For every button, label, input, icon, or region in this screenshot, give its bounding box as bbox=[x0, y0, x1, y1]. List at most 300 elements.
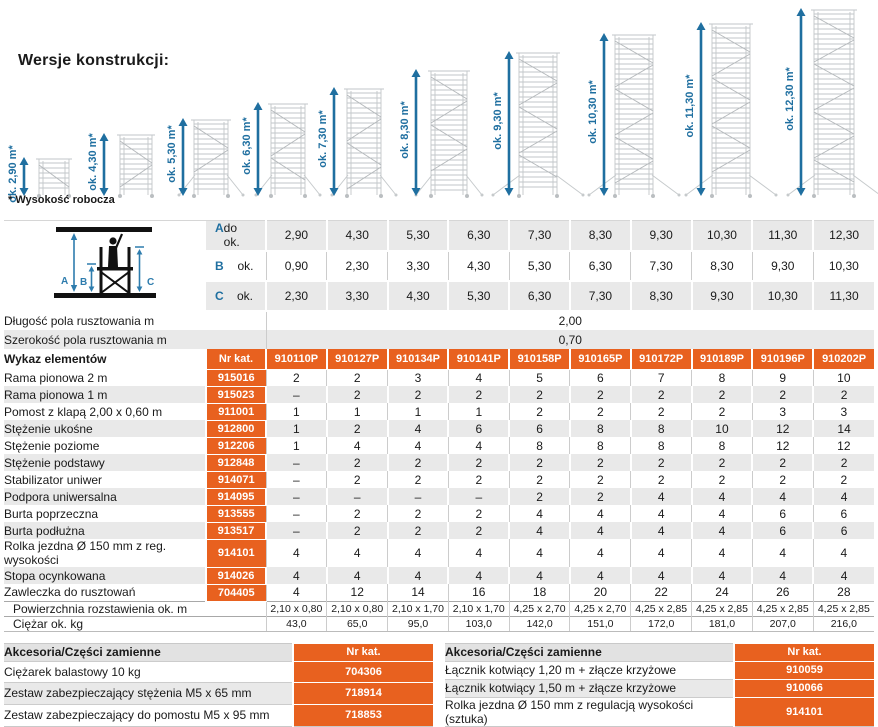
table-cell: 2 bbox=[813, 471, 874, 488]
dimension-prefix: do ok. bbox=[223, 221, 240, 250]
elements-header-label: Wykaz elementów bbox=[4, 349, 206, 369]
table-cell: 2 bbox=[752, 386, 813, 403]
element-nrkat: 912848 bbox=[206, 454, 266, 471]
height-label: ok. 5,30 m* bbox=[166, 125, 178, 183]
table-cell: 7 bbox=[631, 369, 692, 386]
element-label: Stężenie podstawy bbox=[4, 455, 105, 470]
height-label: ok. 10,30 m* bbox=[587, 80, 599, 144]
element-label: Burta poprzeczna bbox=[4, 506, 99, 521]
table-cell: 6 bbox=[509, 420, 570, 437]
table-cell: 3,30 bbox=[327, 281, 388, 311]
table-cell: 9 bbox=[752, 369, 813, 386]
working-height-footnote: * Wysokość robocza bbox=[8, 194, 115, 206]
table-cell: 10,30 bbox=[692, 221, 753, 251]
element-row bbox=[4, 386, 874, 403]
table-cell: 12,30 bbox=[813, 221, 874, 251]
table-cell: 12 bbox=[813, 437, 874, 454]
table-cell: 10 bbox=[813, 369, 874, 386]
table-cell: 6 bbox=[570, 369, 631, 386]
table-cell: 8,30 bbox=[631, 281, 692, 311]
element-nrkat: 912800 bbox=[206, 420, 266, 437]
table-cell: – bbox=[448, 488, 509, 505]
table-cell: 8 bbox=[570, 437, 631, 454]
table-cell: 4 bbox=[327, 437, 388, 454]
table-cell: 2 bbox=[327, 420, 388, 437]
table-cell: 5 bbox=[509, 369, 570, 386]
element-label: Podpora uniwersalna bbox=[4, 489, 117, 504]
table-cell: 103,0 bbox=[448, 616, 509, 631]
table-cell: 1 bbox=[266, 403, 327, 420]
element-row bbox=[4, 567, 874, 584]
table-cell: 3,30 bbox=[388, 251, 449, 281]
construction-versions-section bbox=[0, 0, 878, 220]
height-label: ok. 7,30 m* bbox=[317, 110, 329, 168]
catalog-number-header: 910196P bbox=[752, 349, 813, 369]
table-cell: 2,10 x 0,80 bbox=[327, 601, 388, 616]
table-cell: 4,30 bbox=[388, 281, 449, 311]
table-cell: 2 bbox=[813, 386, 874, 403]
table-cell: 6 bbox=[813, 505, 874, 522]
table-cell: 4 bbox=[631, 488, 692, 505]
table-cell: 4 bbox=[448, 539, 509, 567]
table-cell: 9,30 bbox=[752, 251, 813, 281]
table-cell: 5,30 bbox=[388, 221, 449, 251]
element-row bbox=[4, 505, 874, 522]
table-cell: 12 bbox=[327, 584, 388, 601]
table-cell: 2 bbox=[692, 454, 753, 471]
table-cell: 2 bbox=[692, 471, 753, 488]
table-cell: 1 bbox=[327, 403, 388, 420]
table-cell: 2 bbox=[509, 386, 570, 403]
table-cell: – bbox=[266, 454, 327, 471]
table-cell: 4,25 x 2,85 bbox=[631, 601, 692, 616]
height-arrow bbox=[179, 118, 188, 196]
table-cell: 6 bbox=[752, 522, 813, 539]
table-cell: 4 bbox=[388, 420, 449, 437]
element-row bbox=[4, 584, 874, 601]
svg-text:C: C bbox=[147, 277, 155, 288]
height-arrow bbox=[797, 8, 806, 196]
table-cell: 3 bbox=[388, 369, 449, 386]
table-cell: 1 bbox=[266, 420, 327, 437]
accessories-table-left bbox=[4, 643, 433, 727]
table-cell: 6 bbox=[813, 522, 874, 539]
table-cell: 8 bbox=[509, 437, 570, 454]
table-cell: – bbox=[266, 505, 327, 522]
summary-label: Powierzchnia rozstawienia ok. m bbox=[4, 601, 266, 616]
table-cell: 4 bbox=[266, 567, 327, 584]
catalog-number-header: 910202P bbox=[813, 349, 874, 369]
table-cell: 4 bbox=[388, 539, 449, 567]
table-cell: 2,30 bbox=[327, 251, 388, 281]
scaffold-tower-10 bbox=[784, 8, 878, 198]
element-nrkat: 914026 bbox=[206, 567, 266, 584]
catalog-number-header: 910158P bbox=[509, 349, 570, 369]
table-cell: 10,30 bbox=[813, 251, 874, 281]
table-cell: 2 bbox=[327, 522, 388, 539]
table-cell: 4 bbox=[509, 539, 570, 567]
table-cell: 2,10 x 1,70 bbox=[448, 601, 509, 616]
abc-label-cell bbox=[206, 281, 266, 311]
element-label: Rolka jezdna Ø 150 mm z reg. wysokości bbox=[4, 539, 167, 567]
scaffold-tower-2 bbox=[87, 133, 155, 198]
accessories-table-right bbox=[445, 643, 874, 727]
dimension-label: Długość pola rusztowania m bbox=[4, 314, 155, 328]
accessory-row bbox=[4, 661, 433, 683]
specification-table bbox=[4, 220, 874, 632]
catalog-number-header: 910110P bbox=[266, 349, 327, 369]
element-label: Rama pionowa 1 m bbox=[4, 387, 108, 402]
table-cell: 2,10 x 1,70 bbox=[388, 601, 449, 616]
table-cell: 4 bbox=[631, 539, 692, 567]
table-cell: 4 bbox=[388, 567, 449, 584]
catalog-number-header: 910172P bbox=[631, 349, 692, 369]
table-cell: – bbox=[266, 471, 327, 488]
table-cell: 9,30 bbox=[692, 281, 753, 311]
element-row bbox=[4, 522, 874, 539]
svg-text:B: B bbox=[80, 277, 88, 288]
summary-row bbox=[4, 616, 874, 631]
table-cell: 4 bbox=[752, 539, 813, 567]
table-cell: 26 bbox=[752, 584, 813, 601]
accessory-row bbox=[4, 704, 433, 726]
table-cell: 0,90 bbox=[266, 251, 327, 281]
table-cell: 4 bbox=[692, 488, 753, 505]
table-cell: 8,30 bbox=[570, 221, 631, 251]
table-cell: 95,0 bbox=[388, 616, 449, 631]
accessory-nrkat: 718914 bbox=[293, 683, 433, 705]
element-label: Stopa ocynkowana bbox=[4, 568, 106, 583]
height-label: ok. 4,30 m* bbox=[87, 133, 99, 191]
table-cell: 2 bbox=[388, 386, 449, 403]
nrkat-header: Nr kat. bbox=[206, 349, 266, 369]
table-cell: 4 bbox=[631, 567, 692, 584]
table-cell: 43,0 bbox=[266, 616, 327, 631]
table-cell: 6 bbox=[752, 505, 813, 522]
element-row bbox=[4, 471, 874, 488]
dimension-letter: B bbox=[215, 258, 224, 273]
table-cell: 1 bbox=[388, 403, 449, 420]
accessory-label: Zestaw zabezpieczający stężenia M5 x 65 mm bbox=[4, 683, 293, 705]
table-cell: 2 bbox=[570, 403, 631, 420]
dimension-label: Szerokość pola rusztowania m bbox=[4, 332, 167, 347]
table-cell: 11,30 bbox=[813, 281, 874, 311]
accessories-nrkat-header: Nr kat. bbox=[734, 643, 874, 661]
table-cell: 4 bbox=[752, 567, 813, 584]
table-cell: 65,0 bbox=[327, 616, 388, 631]
table-cell: 2 bbox=[692, 386, 753, 403]
table-cell: 2 bbox=[813, 454, 874, 471]
table-cell: 207,0 bbox=[752, 616, 813, 631]
table-cell: 2 bbox=[327, 505, 388, 522]
table-cell: 2 bbox=[327, 471, 388, 488]
table-cell: 2 bbox=[509, 403, 570, 420]
accessory-row bbox=[4, 683, 433, 705]
element-nrkat: 914071 bbox=[206, 471, 266, 488]
element-row bbox=[4, 454, 874, 471]
table-cell: 4 bbox=[448, 369, 509, 386]
height-label: ok. 11,30 m* bbox=[684, 74, 696, 138]
element-label: Pomost z klapą 2,00 x 0,60 m bbox=[4, 404, 163, 419]
height-arrow bbox=[697, 22, 706, 196]
element-row bbox=[4, 437, 874, 454]
table-cell: 4 bbox=[448, 437, 509, 454]
table-cell: 2 bbox=[570, 488, 631, 505]
table-cell: 8 bbox=[631, 420, 692, 437]
table-cell: 2 bbox=[570, 471, 631, 488]
table-cell: 4 bbox=[327, 567, 388, 584]
abc-label-cell bbox=[206, 251, 266, 281]
table-cell: 4 bbox=[692, 505, 753, 522]
accessory-row bbox=[445, 697, 874, 726]
element-nrkat: 913555 bbox=[206, 505, 266, 522]
height-arrow bbox=[600, 33, 609, 196]
table-cell: 4 bbox=[509, 522, 570, 539]
element-nrkat: 913517 bbox=[206, 522, 266, 539]
table-cell: 9,30 bbox=[631, 221, 692, 251]
accessory-row bbox=[445, 661, 874, 679]
table-cell: 6,30 bbox=[509, 281, 570, 311]
table-cell: 4 bbox=[266, 584, 327, 601]
element-nrkat: 915016 bbox=[206, 369, 266, 386]
height-arrow bbox=[254, 102, 263, 196]
svg-text:A: A bbox=[61, 276, 69, 287]
catalog-number-header: 910165P bbox=[570, 349, 631, 369]
table-cell: 2 bbox=[692, 403, 753, 420]
table-cell: 8 bbox=[570, 420, 631, 437]
height-arrow bbox=[20, 157, 29, 196]
table-cell: – bbox=[266, 386, 327, 403]
table-cell: 24 bbox=[692, 584, 753, 601]
person-figure bbox=[108, 234, 122, 267]
table-cell: 4 bbox=[813, 539, 874, 567]
accessory-nrkat: 718853 bbox=[293, 704, 433, 726]
element-nrkat: 914095 bbox=[206, 488, 266, 505]
height-arrow bbox=[100, 133, 109, 196]
table-cell: 142,0 bbox=[509, 616, 570, 631]
table-cell: 2 bbox=[448, 505, 509, 522]
scaffold-tower-6 bbox=[399, 69, 484, 198]
table-cell: 4 bbox=[692, 539, 753, 567]
accessory-nrkat: 910066 bbox=[734, 679, 874, 697]
scaffold-versions-illustration bbox=[0, 0, 878, 220]
scaffold-tower-9 bbox=[684, 22, 778, 198]
element-row bbox=[4, 539, 874, 567]
table-cell: 11,30 bbox=[752, 221, 813, 251]
height-label: ok. 8,30 m* bbox=[399, 101, 411, 159]
table-cell: 4 bbox=[509, 567, 570, 584]
table-cell: 12 bbox=[752, 437, 813, 454]
table-cell: 2 bbox=[388, 505, 449, 522]
table-cell: 5,30 bbox=[509, 251, 570, 281]
scaffold-tower-3 bbox=[166, 118, 245, 198]
element-nrkat: 914101 bbox=[206, 539, 266, 567]
table-cell: 7,30 bbox=[631, 251, 692, 281]
height-diagram-pictogram bbox=[4, 221, 200, 307]
table-cell: 10,30 bbox=[752, 281, 813, 311]
dimension-value: 2,00 bbox=[266, 311, 874, 330]
abc-label-cell bbox=[206, 221, 266, 251]
table-cell: 2 bbox=[631, 403, 692, 420]
table-cell: 181,0 bbox=[692, 616, 753, 631]
catalog-number-header: 910189P bbox=[692, 349, 753, 369]
table-cell: 4 bbox=[752, 488, 813, 505]
element-row bbox=[4, 369, 874, 386]
table-cell: 2 bbox=[448, 386, 509, 403]
element-label: Rama pionowa 2 m bbox=[4, 370, 108, 385]
table-cell: – bbox=[327, 488, 388, 505]
table-cell: 8,30 bbox=[692, 251, 753, 281]
height-label: ok. 2,90 m* bbox=[7, 145, 19, 203]
table-cell: 151,0 bbox=[570, 616, 631, 631]
table-cell: 2 bbox=[509, 488, 570, 505]
element-nrkat: 911001 bbox=[206, 403, 266, 420]
table-cell: 4,25 x 2,70 bbox=[509, 601, 570, 616]
table-cell: – bbox=[266, 522, 327, 539]
table-cell: 4,25 x 2,85 bbox=[752, 601, 813, 616]
summary-row bbox=[4, 601, 874, 616]
table-cell: 7,30 bbox=[509, 221, 570, 251]
table-cell: 7,30 bbox=[570, 281, 631, 311]
table-cell: 2 bbox=[752, 454, 813, 471]
accessory-label: Łącznik kotwiący 1,50 m + złącze krzyżowe bbox=[445, 679, 734, 697]
accessory-label: Rolka jezdna Ø 150 mm z regulacją wysokości (sztuka) bbox=[445, 697, 734, 726]
pictogram-cell bbox=[4, 221, 206, 312]
element-label: Zawleczka do rusztowań bbox=[4, 585, 136, 600]
element-row bbox=[4, 403, 874, 420]
dimension-letter: A bbox=[215, 221, 224, 236]
table-cell: 2,30 bbox=[266, 281, 327, 311]
height-label: ok. 6,30 m* bbox=[241, 117, 253, 175]
table-cell: 2,10 x 0,80 bbox=[266, 601, 327, 616]
accessory-nrkat: 910059 bbox=[734, 661, 874, 679]
dimension-row bbox=[4, 311, 874, 330]
page-title: Wersje konstrukcji: bbox=[18, 52, 170, 69]
table-cell: 5,30 bbox=[448, 281, 509, 311]
table-cell: 4 bbox=[570, 539, 631, 567]
scaffold-tower-5 bbox=[317, 87, 398, 198]
table-cell: 18 bbox=[509, 584, 570, 601]
elements-header-row bbox=[4, 349, 874, 369]
table-cell: 6,30 bbox=[570, 251, 631, 281]
accessory-nrkat: 704306 bbox=[293, 661, 433, 683]
element-label: Stężenie poziome bbox=[4, 438, 100, 453]
table-cell: 2 bbox=[327, 386, 388, 403]
table-cell: 4 bbox=[266, 539, 327, 567]
element-label: Stężenie ukośne bbox=[4, 421, 93, 436]
height-arrow bbox=[505, 51, 514, 196]
table-cell: 14 bbox=[813, 420, 874, 437]
table-cell: 4,25 x 2,70 bbox=[570, 601, 631, 616]
table-cell: 10 bbox=[692, 420, 753, 437]
table-cell: 4 bbox=[509, 505, 570, 522]
summary-label: Ciężar ok. kg bbox=[4, 616, 266, 631]
table-cell: 2,90 bbox=[266, 221, 327, 251]
table-cell: 4,30 bbox=[448, 251, 509, 281]
table-cell: 2 bbox=[448, 454, 509, 471]
height-arrow bbox=[412, 69, 421, 196]
table-cell: 1 bbox=[266, 437, 327, 454]
height-label: ok. 9,30 m* bbox=[492, 92, 504, 150]
element-label: Stabilizator uniwer bbox=[4, 472, 103, 487]
table-cell: 3 bbox=[752, 403, 813, 420]
dimension-prefix: ok. bbox=[236, 288, 253, 303]
dimension-prefix: ok. bbox=[237, 258, 254, 273]
accessories-header: Akcesoria/Części zamienne bbox=[4, 643, 293, 661]
table-cell: 2 bbox=[631, 454, 692, 471]
table-cell: 4 bbox=[327, 539, 388, 567]
ceiling-bar bbox=[56, 227, 152, 232]
table-cell: 2 bbox=[448, 522, 509, 539]
table-cell: 4 bbox=[388, 437, 449, 454]
dimension-value: 0,70 bbox=[266, 330, 874, 349]
table-cell: 2 bbox=[266, 369, 327, 386]
table-cell: 4 bbox=[813, 567, 874, 584]
catalog-number-header: 910134P bbox=[388, 349, 449, 369]
table-cell: 2 bbox=[570, 454, 631, 471]
table-cell: 216,0 bbox=[813, 616, 874, 631]
scaffold-tower-8 bbox=[587, 33, 681, 198]
table-cell: 4 bbox=[692, 567, 753, 584]
catalog-number-header: 910127P bbox=[327, 349, 388, 369]
table-cell: 4,25 x 2,85 bbox=[813, 601, 874, 616]
table-cell: 4 bbox=[813, 488, 874, 505]
platform bbox=[97, 267, 133, 271]
table-cell: 1 bbox=[448, 403, 509, 420]
table-cell: 2 bbox=[752, 471, 813, 488]
scaffold-tower-7 bbox=[492, 51, 585, 198]
table-cell: 14 bbox=[388, 584, 449, 601]
accessories-section bbox=[4, 643, 878, 727]
table-cell: 28 bbox=[813, 584, 874, 601]
table-cell: 4 bbox=[570, 522, 631, 539]
table-cell: – bbox=[266, 488, 327, 505]
table-cell: 8 bbox=[631, 437, 692, 454]
table-cell: 22 bbox=[631, 584, 692, 601]
table-cell: 2 bbox=[327, 369, 388, 386]
accessory-label: Łącznik kotwiący 1,20 m + złącze krzyżowe bbox=[445, 661, 734, 679]
table-cell: 2 bbox=[448, 471, 509, 488]
table-cell: 2 bbox=[388, 471, 449, 488]
element-label: Burta podłużna bbox=[4, 523, 85, 538]
floor-bar bbox=[54, 293, 156, 298]
abc-row-a bbox=[4, 221, 874, 251]
accessory-nrkat: 914101 bbox=[734, 697, 874, 726]
table-cell: 6 bbox=[448, 420, 509, 437]
table-cell: 12 bbox=[752, 420, 813, 437]
table-cell: 6,30 bbox=[448, 221, 509, 251]
element-row bbox=[4, 488, 874, 505]
table-cell: 4 bbox=[631, 505, 692, 522]
table-cell: 2 bbox=[631, 471, 692, 488]
accessory-row bbox=[445, 679, 874, 697]
table-cell: 4 bbox=[570, 505, 631, 522]
table-cell: 2 bbox=[388, 522, 449, 539]
table-cell: 8 bbox=[692, 369, 753, 386]
dimension-letter: C bbox=[215, 288, 224, 303]
table-cell: 8 bbox=[692, 437, 753, 454]
table-cell: 2 bbox=[327, 454, 388, 471]
element-nrkat: 704405 bbox=[206, 584, 266, 601]
height-arrow bbox=[330, 87, 339, 196]
table-cell: 20 bbox=[570, 584, 631, 601]
height-label: ok. 12,30 m* bbox=[784, 67, 796, 131]
catalog-number-header: 910141P bbox=[448, 349, 509, 369]
element-nrkat: 915023 bbox=[206, 386, 266, 403]
table-cell: 2 bbox=[570, 386, 631, 403]
table-cell: – bbox=[388, 488, 449, 505]
table-cell: 4,30 bbox=[327, 221, 388, 251]
